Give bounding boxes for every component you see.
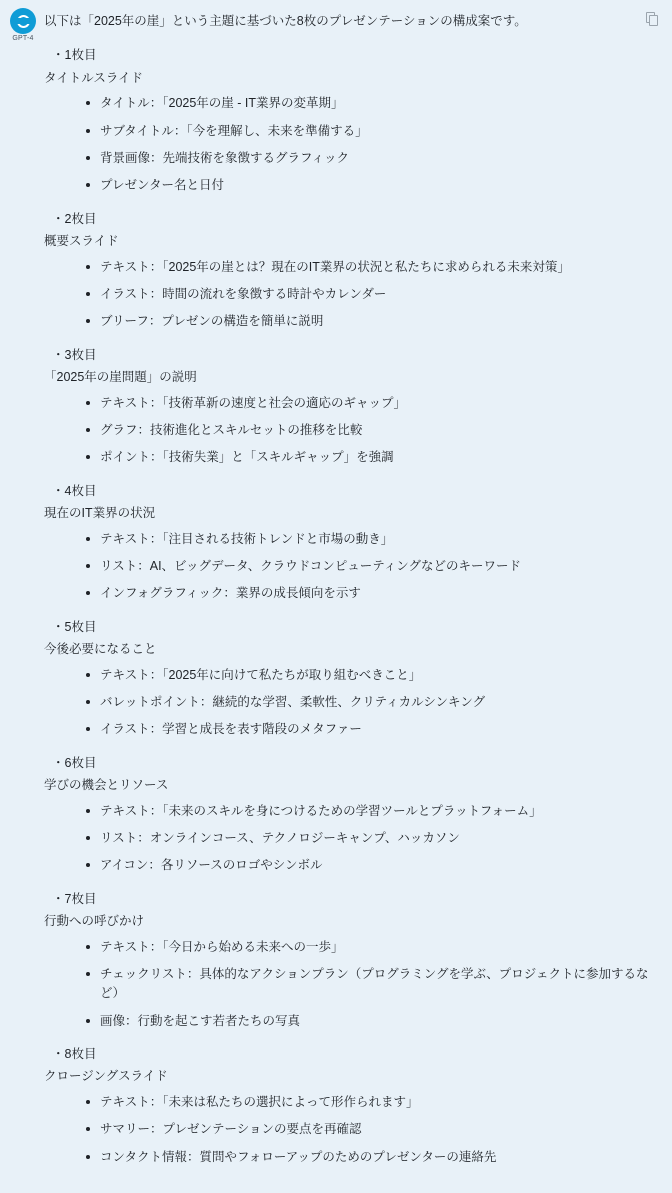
list-item: テキスト：「未来のスキルを身につけるための学習ツールとプラットフォーム」: [100, 798, 652, 825]
avatar-label: GPT-4: [12, 35, 34, 42]
slide-index: ・7枚目: [52, 891, 97, 906]
slide-bullet-list: [44, 390, 658, 472]
slide-index: ・8枚目: [52, 1047, 97, 1062]
list-item: リスト：オンラインコース、テクノロジーキャンプ、ハッカソン: [100, 825, 652, 852]
list-item: 画像：行動を起こす若者たちの写真: [100, 1008, 652, 1035]
list-item: インフォグラフィック：業界の成長傾向を示す: [100, 580, 652, 607]
list-item: リスト：AI、ビッグデータ、クラウドコンピューティングなどのキーワード: [100, 553, 652, 580]
slide-index: ・2枚目: [52, 211, 97, 226]
openai-logo-icon: [10, 8, 36, 34]
list-item: テキスト：「注目される技術トレンドと市場の動き」: [100, 526, 652, 553]
slide-bullet-list: [44, 1089, 658, 1171]
slide-index: ・3枚目: [52, 347, 97, 362]
list-item: テキスト：「2025年に向けて私たちが取り組むべきこと」: [100, 662, 652, 689]
list-item: バレットポイント：継続的な学習、柔軟性、クリティカルシンキング: [100, 689, 652, 716]
list-item: チェックリスト：具体的なアクションプラン（プログラミングを学ぶ、プロジェクトに参加するなど）: [100, 961, 652, 1008]
list-item: テキスト：「今日から始める未来への一歩」: [100, 934, 652, 961]
slide-bullet-list: [44, 254, 658, 336]
list-item: サマリー：プレゼンテーションの要点を再確認: [100, 1116, 652, 1143]
list-item: 背景画像：先端技術を象徴するグラフィック: [100, 145, 652, 172]
copy-icon[interactable]: [646, 12, 660, 26]
list-item: イラスト：時間の流れを象徴する時計やカレンダー: [100, 281, 652, 308]
list-item: サブタイトル：「今を理解し、未来を準備する」: [100, 118, 652, 145]
slide-bullet-list: [44, 90, 658, 200]
slide-group: [44, 617, 658, 744]
slide-title: 概要スライド: [44, 234, 119, 248]
slide-group: [44, 209, 658, 336]
slide-bullet-list: [44, 798, 658, 880]
slide-title: クロージングスライド: [44, 1069, 168, 1084]
avatar: [8, 8, 38, 42]
list-item: コンタクト情報：質問やフォローアップのためのプレゼンターの連絡先: [100, 1144, 652, 1171]
list-item: テキスト：「2025年の崖とは？現在のIT業界の状況と私たちに求められる未来対策」: [100, 254, 652, 281]
copy-icon-front: [649, 15, 658, 26]
message-intro: 以下は「2025年の崖」という主題に基づいた8枚のプレゼンテーションの構成案です。: [44, 14, 527, 28]
slide-group: [44, 753, 658, 880]
slide-title: 現在のIT業界の状況: [44, 506, 156, 520]
list-item: ポイント：「技術失業」と「スキルギャップ」を強調: [100, 444, 652, 471]
slide-group: [44, 345, 658, 472]
slide-title: タイトルスライド: [44, 70, 144, 85]
slide-bullet-list: [44, 662, 658, 744]
slide-title: 今後必要になること: [44, 642, 157, 656]
slide-index: ・5枚目: [52, 619, 97, 634]
slide-group: [44, 481, 658, 608]
list-item: プレゼンター名と日付: [100, 172, 652, 199]
slide-title: 行動への呼びかけ: [44, 914, 145, 928]
list-item: テキスト：「技術革新の速度と社会の適応のギャップ」: [100, 390, 652, 417]
slide-bullet-list: [44, 526, 658, 608]
slide-group: [44, 889, 658, 1035]
slide-group: [44, 45, 658, 199]
list-item: テキスト：「未来は私たちの選択によって形作られます」: [100, 1089, 652, 1116]
slide-bullet-list: [44, 934, 658, 1036]
slide-index: ・6枚目: [52, 755, 97, 770]
list-item: グラフ：技術進化とスキルセットの推移を比較: [100, 417, 652, 444]
list-item: アイコン：各リソースのロゴやシンボル: [100, 852, 652, 879]
slide-title: 「2025年の崖問題」の説明: [44, 370, 197, 384]
list-item: イラスト：学習と成長を表す階段のメタファー: [100, 716, 652, 743]
slides-list: [44, 45, 658, 1171]
slide-title: 学びの機会とリソース: [44, 778, 169, 792]
slide-index: ・1枚目: [52, 48, 97, 63]
slide-group: [44, 1044, 658, 1171]
slide-index: ・4枚目: [52, 483, 97, 498]
list-item: タイトル：「2025年の崖 - IT業界の変革期」: [100, 90, 652, 117]
list-item: ブリーフ：プレゼンの構造を簡単に説明: [100, 308, 652, 335]
